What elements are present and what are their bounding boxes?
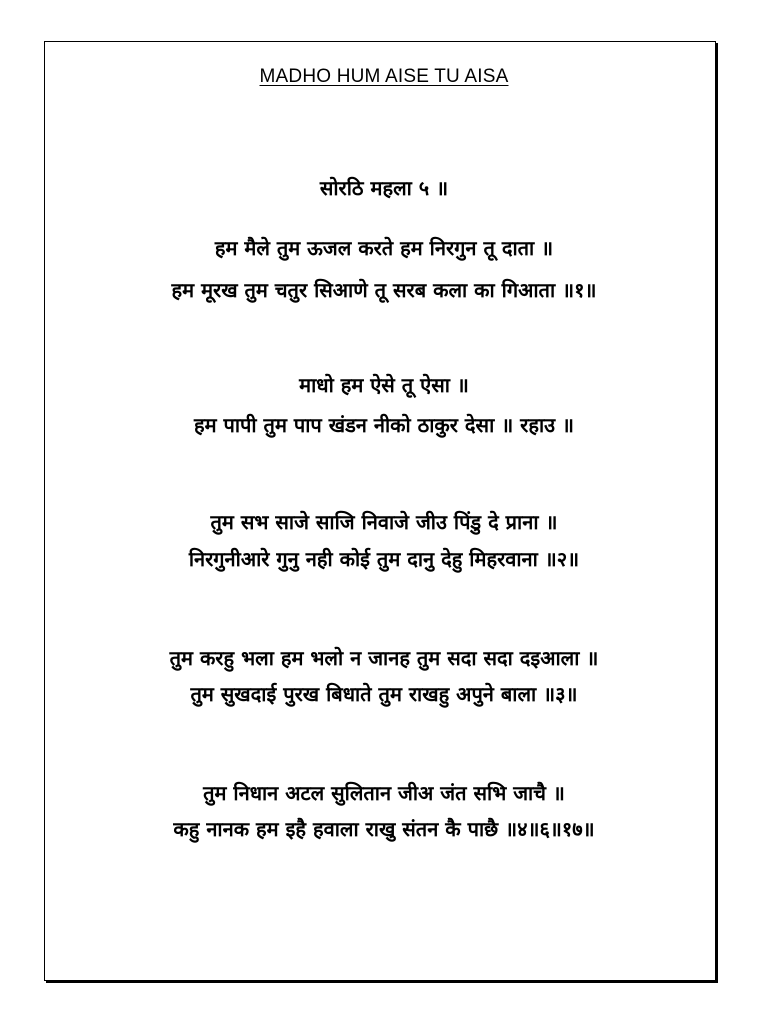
stanza-1-line-2: हम मूरख तुम चतुर सिआणे तू सरब कला का गिआता ॥१॥: [171, 278, 597, 302]
shabad-heading: सोरठि महला ५ ॥: [319, 176, 449, 200]
stanza-1-line-1: हम मैले तुम ऊजल करते हम निरगुन तू दाता ॥: [214, 236, 554, 260]
page-title: MADHO HUM AISE TU AISA: [259, 66, 509, 87]
stanza-2-line-1: माधो हम ऐसे तू ऐसा ॥: [299, 373, 469, 397]
stanza-4-line-2: तुम सुखदाई पुरख बिधाते तुम राखहु अपुने बाला ॥३॥: [190, 682, 578, 706]
stanza-5-line-2: कहु नानक हम इहै हवाला राखु संतन कै पाछै ॥४॥६॥१७॥: [173, 817, 595, 841]
stanza-5-line-1: तुम निधान अटल सुलितान जीअ जंत सभि जाचै ॥: [203, 781, 565, 805]
stanza-3-line-1: तुम सभ साजे साजि निवाजे जीउ पिंडु दे प्राना ॥: [210, 510, 558, 534]
stanza-3-line-2: निरगुनीआरे गुनु नही कोई तुम दानु देहु मिहरवाना ॥२॥: [188, 547, 580, 571]
stanza-2-line-2: हम पापी तुम पाप खंडन नीको ठाकुर देसा ॥ रहाउ ॥: [193, 413, 575, 437]
stanza-4-line-1: तुम करहु भला हम भलो न जानह तुम सदा सदा दइआला ॥: [169, 646, 599, 670]
